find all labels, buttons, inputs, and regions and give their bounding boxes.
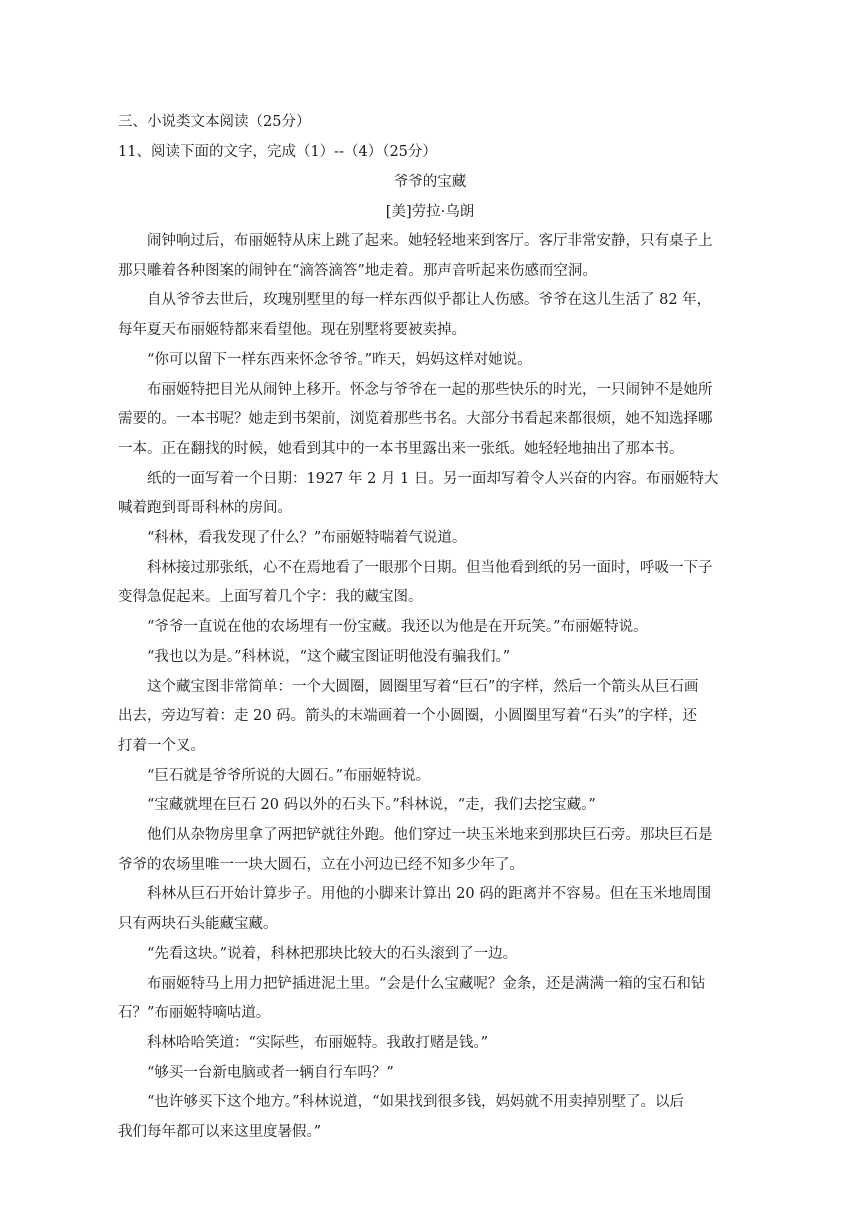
text-line: 布丽姬特把目光从闹钟上移开。怀念与爷爷在一起的那些快乐的时光，一只闹钟不是她所 <box>118 382 713 398</box>
text-line: 爷爷的农场里唯一一块大圆石，立在小河边已经不知多少年了。 <box>118 857 524 873</box>
question-prompt: 11、阅读下面的文字，完成（1）--（4）（25分） <box>118 144 437 160</box>
text-line: “爷爷一直说在他的农场埋有一份宝藏。我还以为他是在开玩笑。”布丽姬特说。 <box>118 619 648 635</box>
text-line: “宝藏就埋在巨石 20 码以外的石头下。”科林说，“走，我们去挖宝藏。” <box>118 797 596 813</box>
text-line: 那只雕着各种图案的闹钟在“滴答滴答”地走着。那声音听起来伤感而空洞。 <box>118 263 597 279</box>
text-line: “也许够买下这个地方。”科林说道，“如果找到很多钱，妈妈就不用卖掉别墅了。以后 <box>118 1094 684 1110</box>
text-line: 这个藏宝图非常简单：一个大圆圈，圆圈里写着“巨石”的字样，然后一个箭头从巨石画 <box>118 679 699 695</box>
story-title: 爷爷的宝藏 <box>393 174 467 190</box>
story-author: [美]劳拉·乌朗 <box>385 204 475 220</box>
text-line: 一本。正在翻找的时候，她看到其中的一本书里露出来一张纸。她轻轻地抽出了那本书。 <box>118 441 684 457</box>
text-line: 自从爷爷去世后，玫瑰别墅里的每一样东西似乎都让人伤感。爷爷在这儿生活了 82 年， <box>118 292 712 308</box>
section-heading: 三、小说类文本阅读（25分） <box>118 114 311 130</box>
text-line: 需要的。一本书呢？她走到书架前，浏览着那些书名。大部分书看起来都很烦，她不知选择哪 <box>118 411 713 427</box>
text-line: 科林哈哈笑道：“实际些，布丽姬特。我敢打赌是钱。” <box>118 1035 489 1051</box>
text-line: 石？”布丽姬特嘀咕道。 <box>118 1005 271 1021</box>
text-line: “先看这块。”说着，科林把那块比较大的石头滚到了一边。 <box>118 946 518 962</box>
text-line: 科林从巨石开始计算步子。用他的小脚来计算出 20 码的距离并不容易。但在玉米地周围 <box>118 886 712 902</box>
text-line: 布丽姬特马上用力把铲插进泥土里。“会是什么宝藏呢？金条，还是满满一箱的宝石和钻 <box>118 976 706 992</box>
text-line: “我也以为是。”科林说，“这个藏宝图证明他没有骗我们。” <box>118 649 511 665</box>
text-line: 他们从杂物房里拿了两把铲就往外跑。他们穿过一块玉米地来到那块巨石旁。那块巨石是 <box>118 827 713 843</box>
text-line: 纸的一面写着一个日期：1927 年 2 月 1 日。另一面却写着令人兴奋的内容。布丽姬特大 <box>118 471 719 487</box>
text-line: 喊着跑到哥哥科林的房间。 <box>118 500 292 516</box>
text-line: 科林接过那张纸，心不在焉地看了一眼那个日期。但当他看到纸的另一面时，呼吸一下子 <box>118 560 713 576</box>
text-line: 只有两块石头能藏宝藏。 <box>118 916 278 932</box>
text-line: “巨石就是爷爷所说的大圆石。”布丽姬特说。 <box>118 768 431 784</box>
text-line: 变得急促起来。上面写着几个字：我的藏宝图。 <box>118 589 423 605</box>
text-line: 闹钟响过后，布丽姬特从床上跳了起来。她轻轻地来到客厅。客厅非常安静，只有桌子上 <box>118 233 713 249</box>
text-line: 打着一个叉。 <box>118 738 205 754</box>
text-line: “你可以留下一样东西来怀念爷爷。”昨天，妈妈这样对她说。 <box>118 352 532 368</box>
text-line: 每年夏天布丽姬特都来看望他。现在别墅将要被卖掉。 <box>118 322 466 338</box>
text-line: 出去，旁边写着：走 20 码。箭头的末端画着一个小圆圈，小圆圈里写着“石头”的字样，还 <box>118 708 697 724</box>
text-line: 我们每年都可以来这里度暑假。” <box>118 1124 322 1140</box>
text-line: “够买一台新电脑或者一辆自行车吗？” <box>118 1065 394 1081</box>
text-line: “科林，看我发现了什么？”布丽姬特喘着气说道。 <box>118 530 467 546</box>
